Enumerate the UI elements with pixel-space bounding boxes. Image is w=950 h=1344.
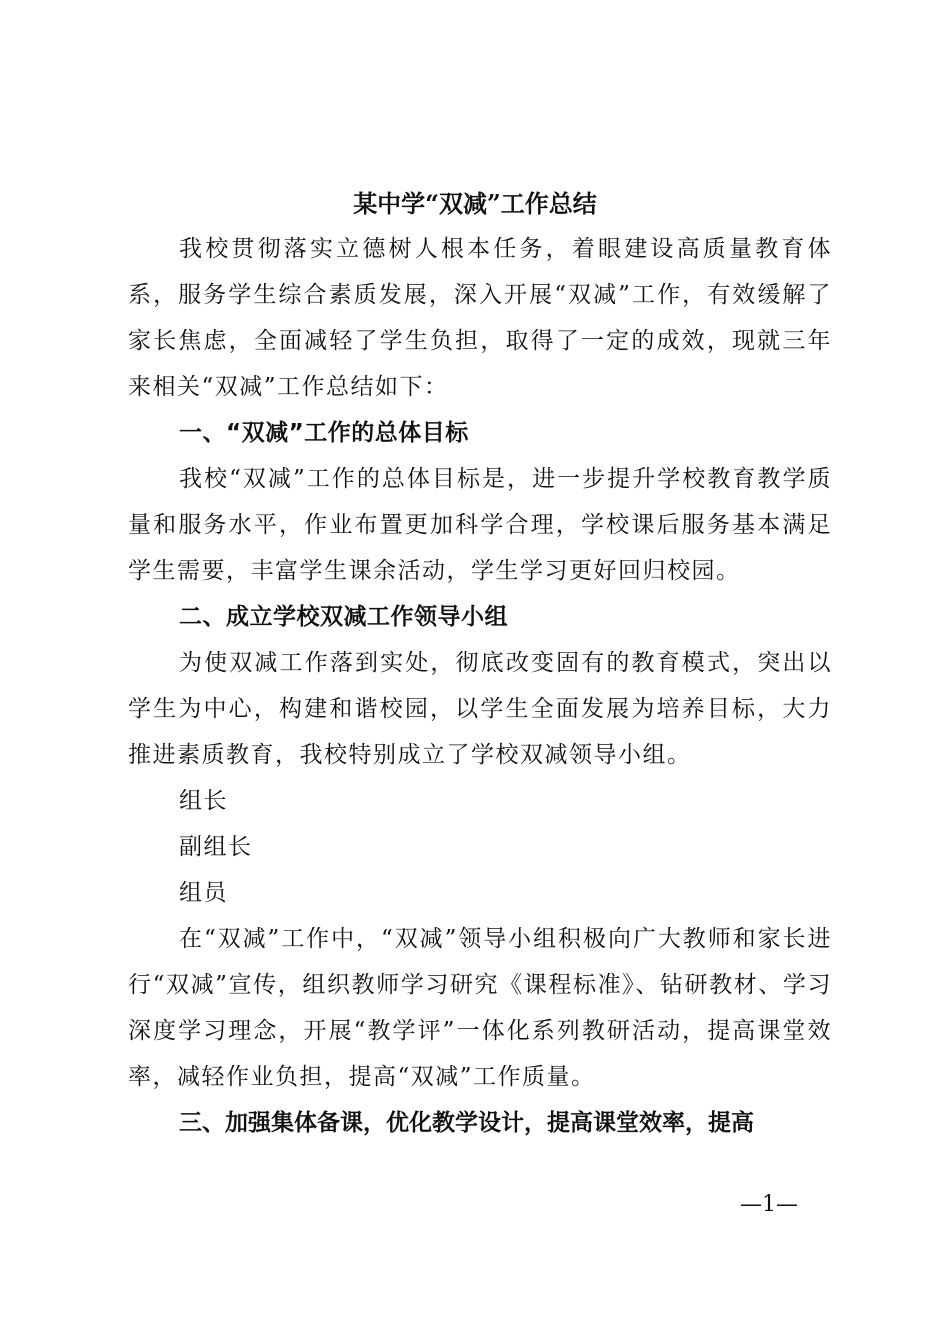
member-role-deputy-leader: 副组长 [179, 834, 253, 860]
member-role-member: 组员 [179, 880, 228, 906]
intro-paragraph: 我校贯彻落实立德树人根本任务，着眼建设高质量教育体系，服务学生综合素质发展，深入开展“双减”工作，有效缓解了家长焦虑，全面减轻了学生负担，取得了一定的成效，现就三年来相关“双减”工作总结如下： [128, 236, 832, 400]
section-1-heading: 一、“双减”工作的总体目标 [179, 420, 469, 446]
section-2-paragraph: 为使双减工作落到实处，彻底改变固有的教育模式，突出以学生为中心，构建和谐校园，以学生全面发展为培养目标，大力推进素质教育，我校特别成立了学校双减领导小组。 [128, 650, 832, 768]
document-title: 某中学“双减”工作总结 [353, 189, 597, 218]
member-role-leader: 组长 [179, 788, 228, 814]
section-1-paragraph: 我校“双减”工作的总体目标是，进一步提升学校教育教学质量和服务水平，作业布置更加科学合理，学校课后服务基本满足学生需要，丰富学生课余活动，学生学习更好回归校园。 [128, 466, 832, 584]
section-2-paragraph-2: 在“双减”工作中，“双减”领导小组积极向广大教师和家长进行“双减”宣传，组织教师学习研究《课程标准》、钻研教材、学习深度学习理念，开展“教学评”一体化系列教研活动，提高课堂效率，减轻作业负担，提高“双减”工作质量。 [128, 926, 832, 1090]
section-3-heading: 三、加强集体备课，优化教学设计，提高课堂效率，提高 [179, 1110, 754, 1136]
document-body [128, 226, 832, 1146]
page-number: —1— [740, 1192, 798, 1217]
section-2-heading: 二、成立学校双减工作领导小组 [179, 604, 508, 630]
